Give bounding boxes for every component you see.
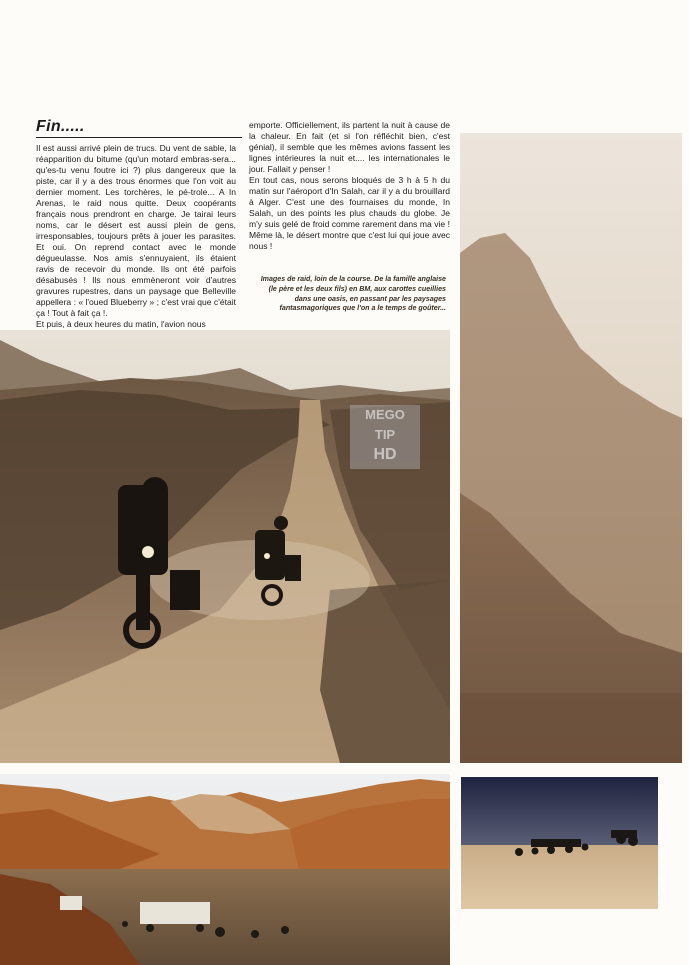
photo-motorcycles-desert-track [0,330,450,763]
photo-mountain-silhouette [460,133,682,763]
article-column-right: emporte. Officiellement, ils partent la nuit à cause de la chaleur. En fait (et si l'on réfléchit bien, c'est génial), il semble que les mêmes avions fassent les lignes intérieures la nuit et.... les internationales le jour. Fallait y penser ! En tout cas, nous serons bloqués de 3 h à 5 h du matin sur l'aéroport d'In Salah, car il y a du brouillard à Alger. C'est une des fournaises du monde, In Salah, un des points les plus chauds du globe. Je m'y suis gelé de froid comme rarement dans ma vie ! Même là, le désert montre que c'est lui qui joue avec nous ! [249,120,450,251]
photo-bikes-desert-flat [461,777,658,909]
article-column-left: Il est aussi arrivé plein de trucs. Du vent de sable, la réapparition du bitume (qu'un motard embras-sera... qu'es-tu venu foutre ici ?) plus dangereux que la piste, car il y a des trous énormes que l'on voit au dernier moment. Les torchères, le pé-trole... A In Arenas, le raid nous quitte. Deux coopérants français nous prendront en charge. Je tairai leurs noms, car le désert est aussi plein de gens, irresponsables, toujours prêts à jouer les parasites. Et oui. On reprend contact avec le monde dégueulasse. Nos amis s'ennuyaient, ils étaient ravis de recevoir du monde. Ils ont été parfois désabusés ! Ils nous emmèneront voir d'autres gravures rupestres, dans un paysage que Belleville appellera : « l'oued Blueberry » ; c'est vrai que c'était ça ! Tout à fait ça !. Et puis, à deux heures du matin, l'avion nous [36,143,236,329]
article-heading: Fin..... [36,118,85,135]
watermark-line-1: MEGO [365,407,405,422]
heading-underline [36,137,242,138]
watermark-line-3: HD [373,446,397,463]
photo-canyon-camp [0,774,450,965]
watermark-line-2: TIP [374,427,396,442]
photo-caption: Images de raid, loin de la course. De la famille anglaise (le père et les deux fils) en BM, aux carottes cueillies dans une oasis, en passant par les paysages fantasmagoriques que l'on a le temps de goûter... [260,275,446,313]
watermark-logo [350,405,420,469]
